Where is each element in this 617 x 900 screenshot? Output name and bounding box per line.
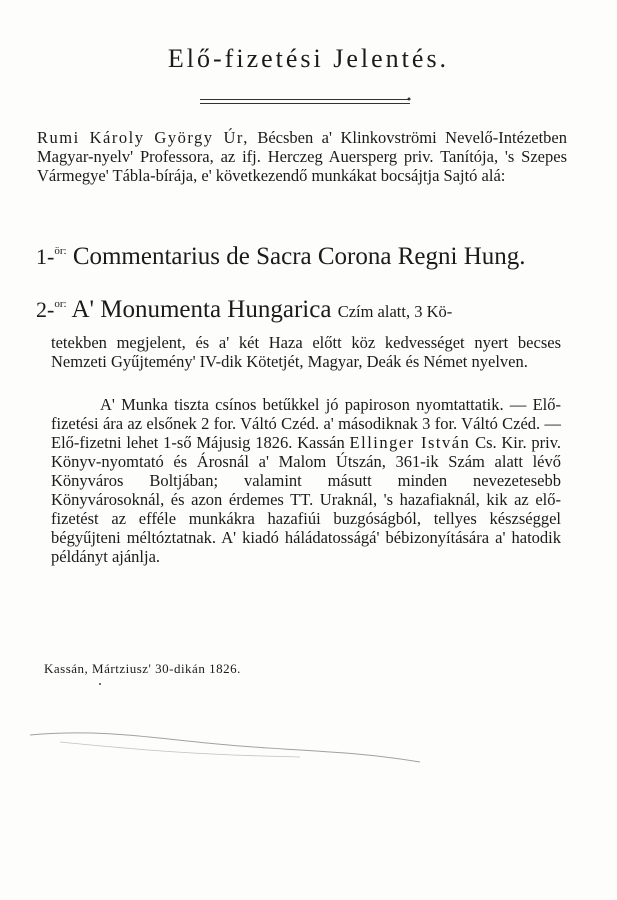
item-2-title: A' Monumenta Hungarica: [71, 296, 332, 323]
item-2-continuation: tetekben megjelent, és a' két Haza előtt köz kedvességet nyert becses Nemzeti Gyűjtemény' IV-dik Kötetjét, Magyar, Deák és Német nyelven.: [51, 333, 561, 371]
intro-text: Bécsben a' Klinkovströmi Nevelő-Intézetben Magyar-nyelv' Professora, az ifj. Herczeg Auersperg priv. Tanítója, 's Szepes Vármegye' Tábla-bírája, e' következendő munkákat bocsájtja Sajtó alá:: [37, 128, 568, 185]
item-1-number: 1-: [36, 244, 55, 269]
author-name: Rumi Károly György Úr,: [37, 128, 249, 147]
item-1-ordinal: ör:: [54, 245, 67, 257]
body-text-after-name: Cs. Kir. priv. Könyv-nyomtató és Árosnál a' Malom Útszán, 361-ik Szám alatt lévő Könyváros Boltjában; valamint másutt minden nevezetesebb Könyvárosoknál, és azon érdemes TT. Uraknál, 's hazafiaknál, kik az elő-fizetést az efféle munkákra hazafiúi buzgóságból, tellyes készséggel bégyűjteni méltóztatnak. A' kiadó háládatosságá' bébizonyítására a' hatodik példányt ajánlja.: [51, 433, 561, 566]
body-text-before-name: A' Munka tiszta csínos betűkkel jó papiroson nyomtattatik. — Elő-fizetési ára az elsőnek 2 for. Váltó Czéd. a' másodiknak 3 for. Váltó Czéd. — Elő-fizetni lehet 1-ső Májusig 1826. Kassán: [51, 395, 561, 452]
printer-name: Ellinger István: [349, 433, 471, 452]
item-1-title: Commentarius de Sacra Corona Regni Hung.: [72, 243, 526, 270]
item-2-ordinal: or:: [54, 298, 67, 310]
document-title: Elő-fizetési Jelentés.: [167, 44, 450, 73]
item-2-number: 2-: [36, 297, 55, 322]
dateline: Kassán, Mártziusz' 30-dikán 1826.: [44, 661, 241, 676]
item-2-suffix: Czím alatt, 3 Kö-: [337, 302, 453, 321]
